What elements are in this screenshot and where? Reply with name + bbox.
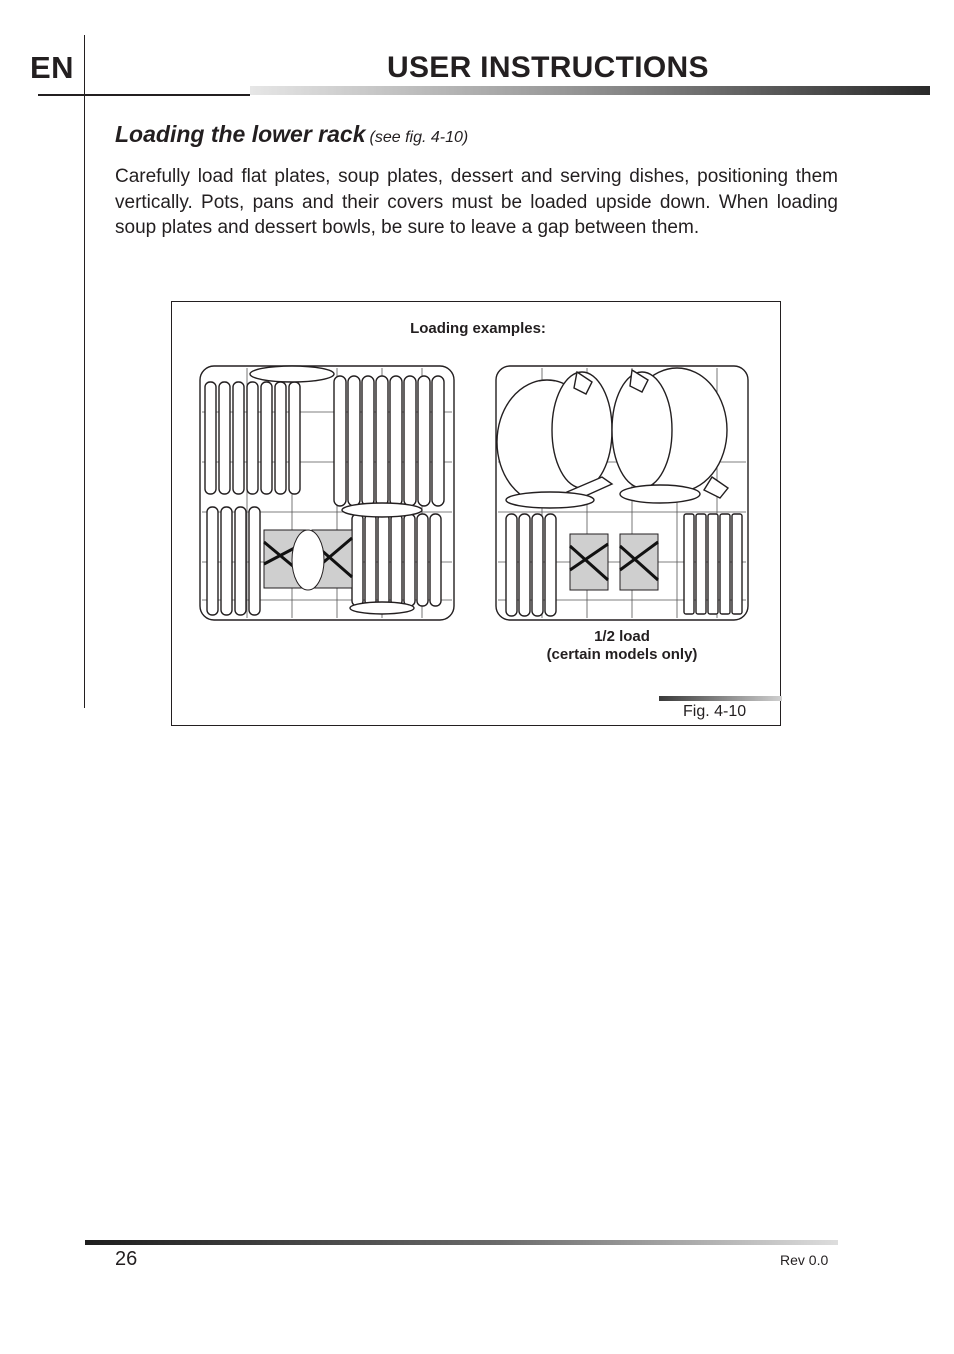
title-gradient-bar <box>250 86 930 95</box>
pot-right <box>612 368 728 503</box>
section-heading-text: Loading the lower rack <box>115 121 366 147</box>
page-title: USER INSTRUCTIONS <box>387 51 709 84</box>
figure-label: Fig. 4-10 <box>683 703 747 720</box>
figure-caption <box>502 628 742 664</box>
figure-box <box>171 301 781 726</box>
footer-gradient-bar <box>85 1240 838 1245</box>
revision-label: Rev 0.0 <box>780 1252 829 1268</box>
half-load-rack-drawing <box>496 366 748 620</box>
left-spray-basket <box>264 530 352 590</box>
figure-reference: (see fig. 4-10) <box>369 129 469 146</box>
left-margin-rule <box>84 35 85 708</box>
body-paragraph: Carefully load flat plates, soup plates, dessert and serving dishes, positioning them vertically. Pots, pans and their covers must be loaded upside down. When loading soup plates and dessert bowls, be sure to leave a gap between them. <box>115 166 838 238</box>
page-number: 26 <box>115 1248 138 1270</box>
caption-line-2: (certain models only) <box>546 646 698 663</box>
caption-line-1: 1/2 load <box>594 628 650 645</box>
language-underline <box>38 94 250 96</box>
figure-label-bar <box>659 696 782 701</box>
full-load-rack-drawing <box>200 366 454 620</box>
section-heading <box>115 121 468 148</box>
figure-heading: Loading examples: <box>410 320 546 337</box>
language-code: EN <box>30 50 75 85</box>
